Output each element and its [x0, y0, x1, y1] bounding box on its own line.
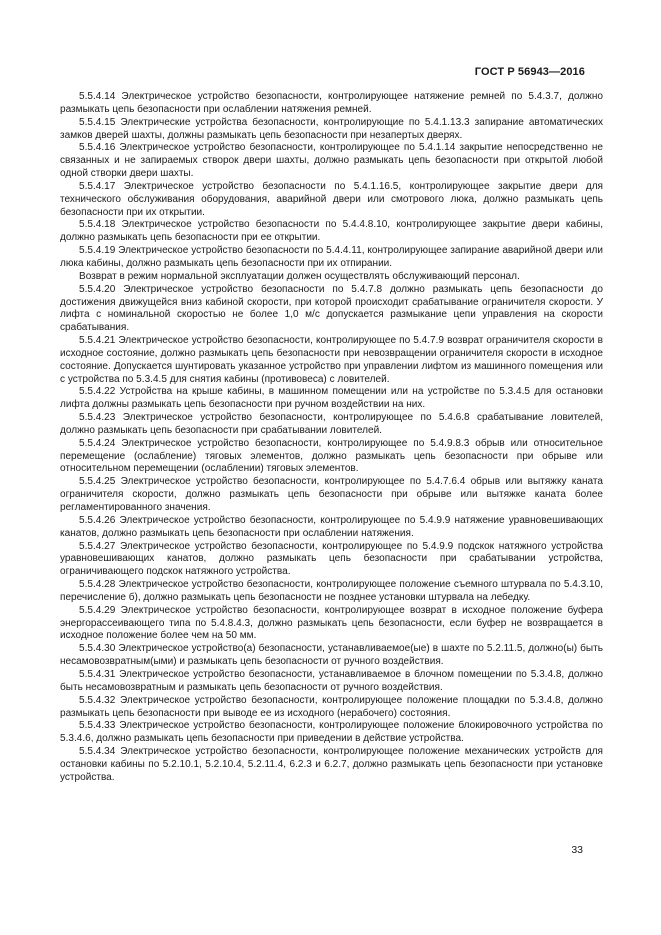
paragraph-5-5-4-15: 5.5.4.15 Электрические устройства безопасности, контролирующие по 5.4.1.13.3 запирание автоматических замков дверей шахты, должны размыкать цепь безопасности при незапертых дверях. — [60, 116, 603, 141]
paragraph-5-5-4-27: 5.5.4.27 Электрическое устройство безопасности, контролирующее по 5.4.9.9 подскок натяжного устройства уравновешивающих канатов, должно размыкать цепь безопасности при срабатывании устройства, ограничивающего подскок натяжного устройства. — [60, 540, 603, 578]
paragraph-5-5-4-25: 5.5.4.25 Электрическое устройство безопасности, контролирующее по 5.4.7.6.4 обрыв или вытяжку каната ограничителя скорости, должно размыкать цепь безопасности при обрыве или вытяжке каната более регламентированного значения. — [60, 476, 603, 513]
paragraph-5-5-4-18: 5.5.4.18 Электрическое устройство безопасности по 5.4.4.8.10, контролирующее закрытие двери кабины, должно размыкать цепь безопасности при ее открытии. — [60, 219, 603, 244]
paragraph-5-5-4-28: 5.5.4.28 Электрическое устройство безопасности, контролирующее положение съемного штурвала по 5.4.3.10, перечисление б), должно размыкать цепь безопасности не позднее установки штурвала на лебедку. — [60, 579, 603, 603]
paragraph-5-5-4-26: 5.5.4.26 Электрическое устройство безопасности, контролирующее по 5.4.9.9 натяжение уравновешивающих канатов, должно размыкать цепь безопасности при ослаблении натяжения. — [60, 514, 603, 539]
paragraph-5-5-4-31: 5.5.4.31 Электрическое устройство безопасности, устанавливаемое в блочном помещении по 5.3.4.8, должно быть несамовозвратным и размыкать цепь безопасности от ручного воздействия. — [60, 668, 603, 693]
paragraph-5-5-4-32: 5.5.4.32 Электрическое устройство безопасности, контролирующее положение площадки по 5.3.4.8, должно размыкать цепь безопасности при выводе ее из исходного (нерабочего) состояния. — [60, 694, 603, 719]
paragraph-5-5-4-20: 5.5.4.20 Электрическое устройство безопасности по 5.4.7.8 должно размыкать цепь безопасности до достижения движущейся вниз кабиной скорости, при которой происходит срабатывание ограничителя скорости. У лифта с номинальной скоростью не более 1,0 м/с допускается размыкание цепи управления на скорости срабатывания. — [60, 283, 603, 334]
paragraph-5-5-4-33: 5.5.4.33 Электрическое устройство безопасности, контролирующее положение блокировочного устройства по 5.3.4.6, должно размыкать цепь безопасности при приведении в действие устройства. — [60, 720, 603, 745]
page-number: 33 — [571, 844, 583, 856]
paragraph-5-5-4-23: 5.5.4.23 Электрическое устройство безопасности, контролирующее по 5.4.6.8 срабатывание ловителей, должно размыкать цепь безопасности при срабатывании ловителей. — [60, 412, 603, 436]
paragraph-5-5-4-22: 5.5.4.22 Устройства на крыше кабины, в машинном помещении или на устройстве по 5.3.4.5 для остановки лифта должны размыкать цепь безопасности при ручном воздействии на них. — [60, 386, 603, 411]
paragraph-5-5-4-16: 5.5.4.16 Электрическое устройство безопасности, контролирующее по 5.4.1.14 закрытие непосредственно не связанных и не запираемых створок двери шахты, должно размыкать цепь безопасности при открытой любой одной створки двери шахты. — [60, 142, 603, 180]
paragraph-5-5-4-29: 5.5.4.29 Электрическое устройство безопасности, контролирующее возврат в исходное положение буфера энергорассеивающего типа по 5.4.8.4.3, должно размыкать цепь безопасности, если буфер не возвращается в исходное положение более чем на 50 мм. — [60, 604, 603, 642]
paragraph-5-5-4-17: 5.5.4.17 Электрическое устройство безопасности по 5.4.1.16.5, контролирующее закрытие двери для технического обслуживания оборудования, аварийной двери или смотрового люка, должно размыкать цепь безопасности при их открытии. — [60, 180, 603, 218]
paragraph-5-5-4-30: 5.5.4.30 Электрическое устройство(а) безопасности, устанавливаемое(ые) в шахте по 5.2.11.5, должно(ы) быть несамовозвратным(ыми) и размыкать цепь безопасности от ручного воздействия. — [60, 643, 603, 668]
paragraph-5-5-4-19: 5.5.4.19 Электрическое устройство безопасности по 5.4.4.11, контролирующее запирание аварийной двери или люка кабины, должно размыкать цепь безопасности при их отпирании. — [60, 245, 603, 269]
document-code-header: ГОСТ Р 56943—2016 — [474, 66, 585, 78]
document-body — [60, 91, 603, 785]
paragraph-5-5-4-14: 5.5.4.14 Электрическое устройство безопасности, контролирующее натяжение ремней по 5.4.3.7, должно размыкать цепь безопасности при ослаблении натяжения ремней. — [60, 91, 603, 115]
paragraph-return-note: Возврат в режим нормальной эксплуатации должен осуществлять обслуживающий персонал. — [79, 270, 520, 282]
paragraph-5-5-4-21: 5.5.4.21 Электрическое устройство безопасности, контролирующее по 5.4.7.9 возврат ограничителя скорости в исходное состояние, должно размыкать цепь безопасности при невозвращении ограничителя скорости в исходное состояние. Допускается шунтировать указанное устройство при управлении лифтом из машинного помещения или с устройства по 5.3.4.5 для снятия кабины (противовеса) с ловителей. — [60, 335, 603, 385]
paragraph-5-5-4-34: 5.5.4.34 Электрическое устройство безопасности, контролирующее положение механических устройств для остановки кабины по 5.2.10.1, 5.2.10.4, 5.2.11.4, 6.2.3 и 6.2.7, должно размыкать цепь безопасности при установке устройства. — [60, 746, 603, 783]
paragraph-5-5-4-24: 5.5.4.24 Электрическое устройство безопасности, контролирующее по 5.4.9.8.3 обрыв или относительное перемещение (ослабление) тяговых элементов, должно размыкать цепь безопасности при обрыве или относительном перемещении (ослаблении) тяговых элементов. — [60, 437, 603, 475]
